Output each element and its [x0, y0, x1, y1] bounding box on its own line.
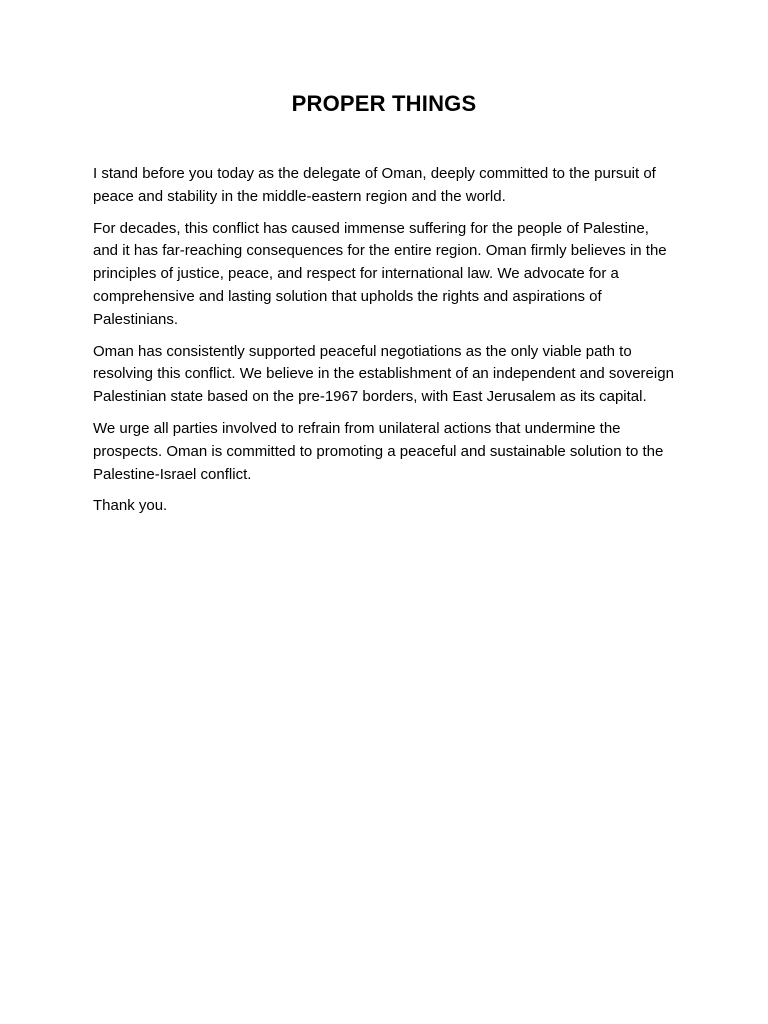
document-title: PROPER THINGS [291, 91, 477, 116]
paragraph-urge: We urge all parties involved to refrain from unilateral actions that undermine the prospects. Oman is committed to promoting a peaceful and sustainable solution to the Palestine-Israel conflict. [93, 419, 664, 483]
paragraph-negotiations: Oman has consistently supported peaceful negotiations as the only viable path to resolving this conflict. We believe in the establishment of an independent and sovereign Palestinian state based on the pre-1967 borders, with East Jerusalem as its capital. [93, 342, 674, 406]
paragraph-conflict: For decades, this conflict has caused immense suffering for the people of Palestine, and it has far-reaching consequences for the entire region. Oman firmly believes in the principles of justice, peace, and respect for international law. We advocate for a comprehensive and lasting solution that upholds the rights and aspirations of Palestinians. [93, 219, 667, 328]
paragraph-intro: I stand before you today as the delegate of Oman, deeply committed to the pursuit of peace and stability in the middle-eastern region and the world. [93, 165, 656, 205]
paragraph-closing: Thank you. [93, 497, 168, 515]
document-body [93, 163, 678, 527]
